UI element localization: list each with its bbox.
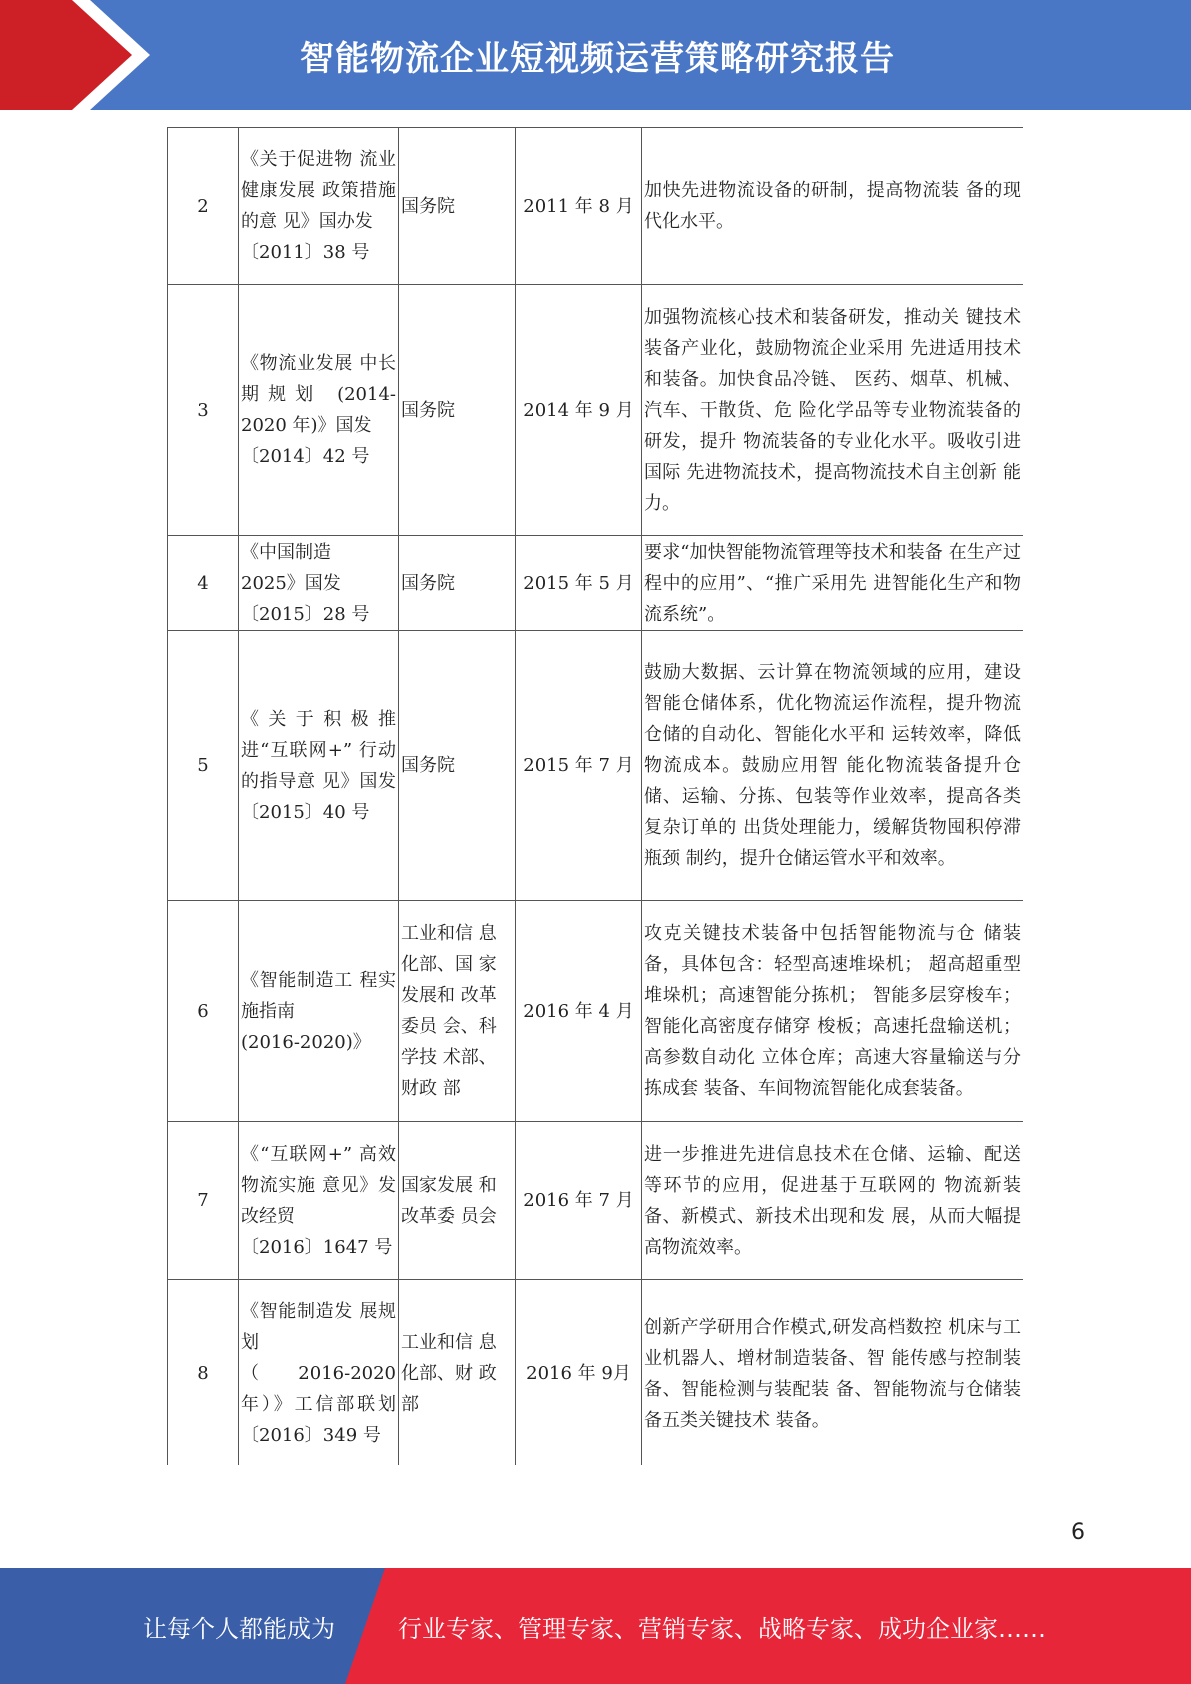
issuer-cell: 国务院 (399, 631, 516, 901)
description-cell: 创新产学研用合作模式,研发高档数控 机床与工业机器人、增材制造装备、智 能传感与控制装备、智能检测与装配装 备、智能物流与仓储装备五类关键技术 装备。 (642, 1280, 1024, 1466)
date-cell: 2016 年 4 月 (516, 901, 642, 1122)
table-row (168, 536, 1024, 631)
table-row (168, 631, 1024, 901)
row-number-cell: 5 (168, 631, 239, 901)
row-number-cell: 7 (168, 1122, 239, 1280)
issuer-cell: 工业和信 息化部、财 政部 (399, 1280, 516, 1466)
table-row (168, 1122, 1024, 1280)
row-number-cell: 6 (168, 901, 239, 1122)
date-cell: 2014 年 9 月 (516, 285, 642, 536)
row-number-cell: 3 (168, 285, 239, 536)
chevron-decoration-icon (0, 0, 160, 110)
page-number: 6 (1071, 1520, 1085, 1545)
row-number-cell: 8 (168, 1280, 239, 1466)
policy-title-cell: 《智能制造发 展规 划 （ 2016-2020 年）》工信部联划〔2016〕349 号 (239, 1280, 399, 1466)
issuer-cell: 国务院 (399, 285, 516, 536)
report-title: 智能物流企业短视频运营策略研究报告 (300, 38, 895, 79)
date-cell: 2016 年 7 月 (516, 1122, 642, 1280)
table-row (168, 1280, 1024, 1466)
policy-title-cell: 《智能制造工 程实施指南 (2016-2020)》 (239, 901, 399, 1122)
description-cell: 攻克关键技术装备中包括智能物流与仓 储装备，具体包含：轻型高速堆垛机； 超高超重型堆垛机；高速智能分拣机； 智能多层穿梭车；智能化高密度存储穿 梭板；高速托盘输送机；高参数自动化 立体仓库；高速大容量输送与分拣成套 装备、车间物流智能化成套装备。 (642, 901, 1024, 1122)
description-cell: 进一步推进先进信息技术在仓储、运输、配送等环节的应用，促进基于互联网的 物流新装备、新模式、新技术出现和发 展，从而大幅提高物流效率。 (642, 1122, 1024, 1280)
policy-title-cell: 《“互联网+” 高效物流实施 意见》发改经贸 〔2016〕1647 号 (239, 1122, 399, 1280)
policy-title-cell: 《中国制造 2025》国发 〔2015〕28 号 (239, 536, 399, 631)
footer-slogan-left: 让每个人都能成为 (143, 1614, 335, 1643)
date-cell: 2016 年 9月 (516, 1280, 642, 1466)
issuer-cell: 工业和信 息化部、国 家发展和 改革委员 会、科学技 术部、财政 部 (399, 901, 516, 1122)
date-cell: 2015 年 7 月 (516, 631, 642, 901)
issuer-cell: 国务院 (399, 128, 516, 285)
date-cell: 2015 年 5 月 (516, 536, 642, 631)
table-row (168, 128, 1024, 285)
policy-title-cell: 《物流业发展 中长期规划 (2014-2020 年)》国发 〔2014〕42 号 (239, 285, 399, 536)
date-cell: 2011 年 8 月 (516, 128, 642, 285)
description-cell: 鼓励大数据、云计算在物流领域的应用，建设智能仓储体系，优化物流运作流程，提升物流仓储的自动化、智能化水平和 运转效率，降低物流成本。鼓励应用智 能化物流装备提升仓储、运输、分拣、包装等作业效率，提高各类复杂订单的 出货处理能力，缓解货物囤积停滞瓶颈 制约，提升仓储运管水平和效率。 (642, 631, 1024, 901)
page-footer (0, 1568, 1191, 1684)
table-row (168, 901, 1024, 1122)
description-cell: 加快先进物流设备的研制，提高物流装 备的现代化水平。 (642, 128, 1024, 285)
row-number-cell: 4 (168, 536, 239, 631)
policy-title-cell: 《关于积极推 进“互联网+” 行动的指导意 见》国发〔2015〕40 号 (239, 631, 399, 901)
table-row (168, 285, 1024, 536)
issuer-cell: 国务院 (399, 536, 516, 631)
policy-title-cell: 《关于促进物 流业健康发展 政策措施的意 见》国办发 〔2011〕38 号 (239, 128, 399, 285)
row-number-cell: 2 (168, 128, 239, 285)
issuer-cell: 国家发展 和改革委 员会 (399, 1122, 516, 1280)
footer-slogan-right: 行业专家、管理专家、营销专家、战略专家、成功企业家…… (398, 1614, 1046, 1643)
policy-table (167, 127, 1023, 1465)
description-cell: 要求“加快智能物流管理等技术和装备 在生产过程中的应用”、“推广采用先 进智能化生产和物流系统”。 (642, 536, 1024, 631)
page-header (0, 0, 1191, 110)
description-cell: 加强物流核心技术和装备研发，推动关 键技术装备产业化，鼓励物流企业采用 先进适用技术和装备。加快食品冷链、 医药、烟草、机械、汽车、干散货、危 险化学品等专业物流装备的研发，提升 物流装备的专业化水平。吸收引进国际 先进物流技术，提高物流技术自主创新 能力。 (642, 285, 1024, 536)
